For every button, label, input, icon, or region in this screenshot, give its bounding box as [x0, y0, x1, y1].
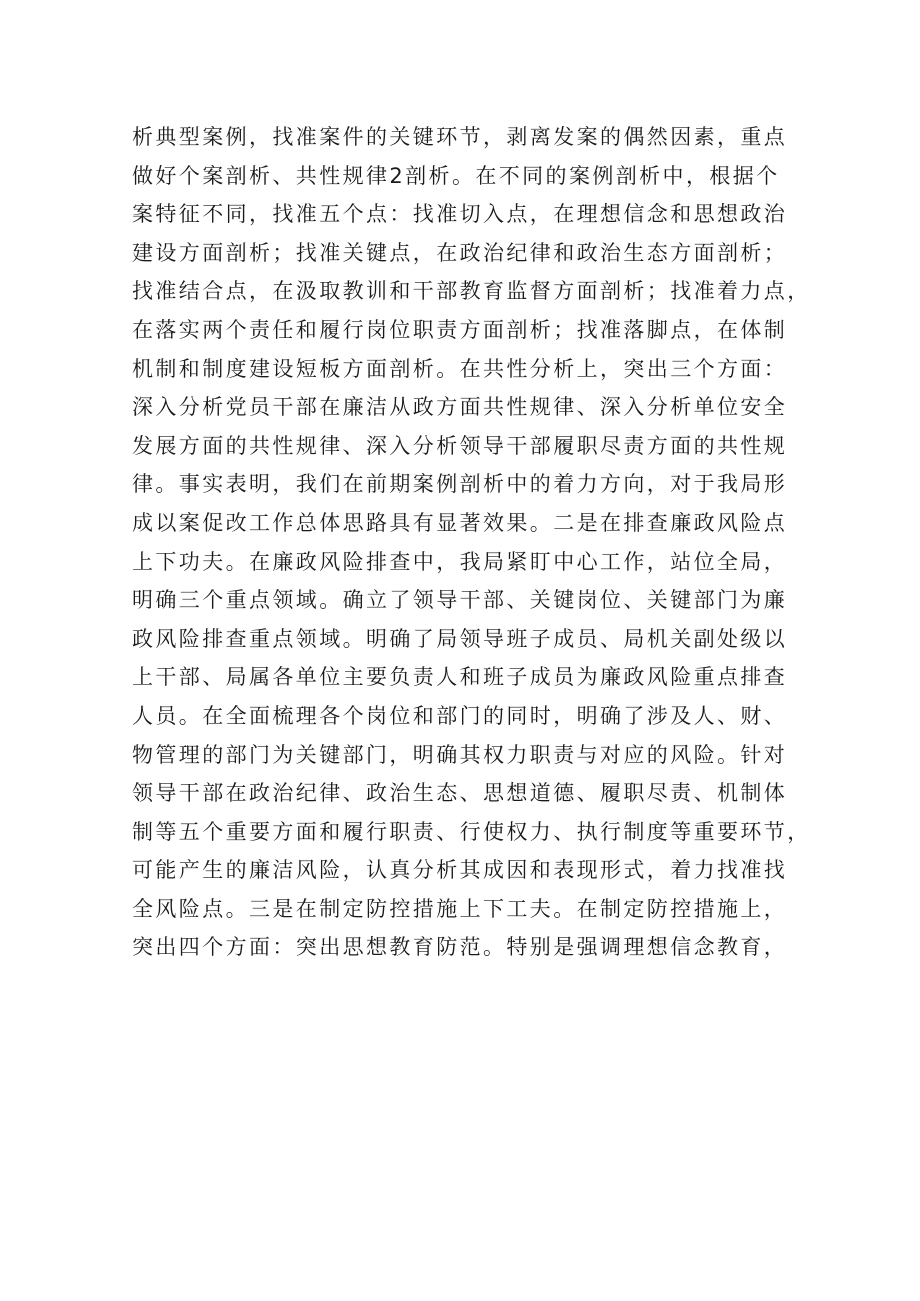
text-line: 机制和制度建设短板方面剖析。在共性分析上，突出三个方面： [132, 356, 788, 381]
text-line: 找准结合点，在汲取教训和干部教育监督方面剖析；找准着力点， [132, 279, 811, 304]
text-line: 律。事实表明，我们在前期案例剖析中的着力方向，对于我局形 [132, 472, 788, 497]
text-line: 突出四个方面：突出思想教育防范。特别是强调理想信念教育， [132, 935, 788, 960]
text-line: 发展方面的共性规律、深入分析领导干部履职尽责方面的共性规 [132, 433, 788, 458]
body-text [132, 118, 812, 967]
text-line: 深入分析党员干部在廉洁从政方面共性规律、深入分析单位安全 [132, 395, 788, 420]
text-line: 明确三个重点领域。确立了领导干部、关键岗位、关键部门为廉 [132, 588, 788, 613]
text-line: 析典型案例，找准案件的关键环节，剥离发案的偶然因素，重点 [132, 125, 788, 149]
text-line: 全风险点。三是在制定防控措施上下工夫。在制定防控措施上， [132, 896, 788, 921]
text-line: 物管理的部门为关键部门，明确其权力职责与对应的风险。针对 [132, 742, 788, 767]
text-line: 做好个案剖析、共性规律2剖析。在不同的案例剖析中，根据个 [132, 163, 780, 188]
text-line: 上干部、局属各单位主要负责人和班子成员为廉政风险重点排查 [132, 665, 788, 690]
text-line: 领导干部在政治纪律、政治生态、思想道德、履职尽责、机制体 [132, 781, 788, 806]
text-line: 制等五个重要方面和履行职责、行使权力、执行制度等重要环节， [132, 819, 811, 844]
text-line: 建设方面剖析；找准关键点，在政治纪律和政治生态方面剖析； [132, 240, 788, 265]
text-line: 案特征不同，找准五个点：找准切入点，在理想信念和思想政治 [132, 202, 788, 227]
text-line: 成以案促改工作总体思路具有显著效果。二是在排查廉政风险点 [132, 510, 788, 535]
text-line: 可能产生的廉洁风险，认真分析其成因和表现形式，着力找准找 [132, 858, 788, 883]
text-line: 在落实两个责任和履行岗位职责方面剖析；找准落脚点，在体制 [132, 317, 788, 342]
text-line: 上下功夫。在廉政风险排查中，我局紧盯中心工作，站位全局， [132, 549, 788, 574]
text-line: 政风险排查重点领域。明确了局领导班子成员、局机关副处级以 [132, 626, 788, 651]
text-line: 人员。在全面梳理各个岗位和部门的同时，明确了涉及人、财、 [132, 703, 788, 728]
